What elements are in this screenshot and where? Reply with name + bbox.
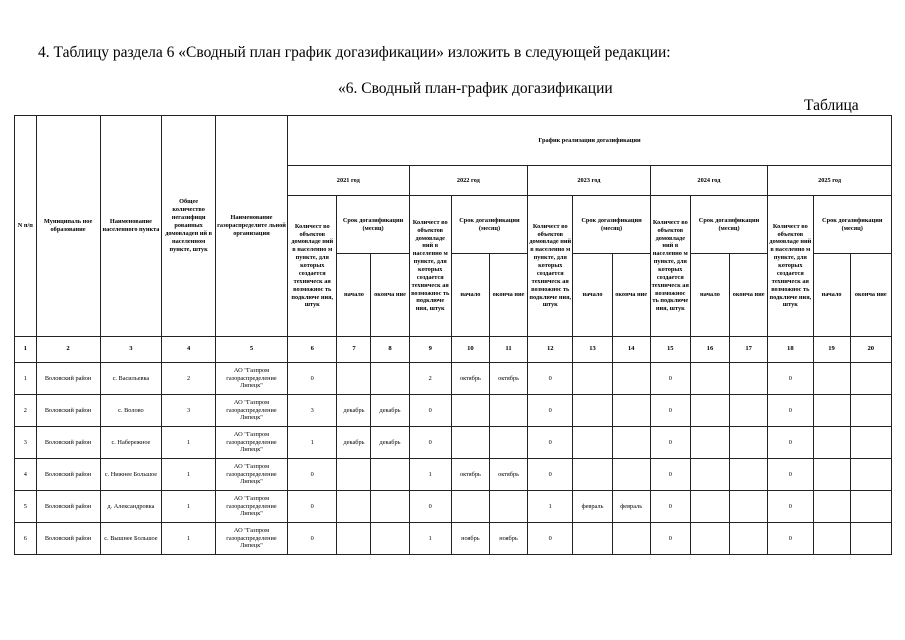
- column-number: 8: [371, 337, 409, 363]
- cell-end: [730, 459, 768, 491]
- cell-count: 2: [409, 363, 451, 395]
- year-header: 2023 год: [528, 166, 651, 196]
- cell-start: [337, 459, 371, 491]
- cell-settlement: д. Александровка: [100, 491, 162, 523]
- header-end: оконча ние: [371, 254, 409, 337]
- column-number: 6: [288, 337, 337, 363]
- table-caption: Таблица: [804, 97, 859, 114]
- cell-start: [813, 395, 850, 427]
- header-municipality: Муниципаль ное образование: [36, 116, 100, 337]
- cell-start: [337, 363, 371, 395]
- table-row: [15, 427, 892, 459]
- cell-count: 1: [528, 491, 573, 523]
- column-number: 7: [337, 337, 371, 363]
- cell-settlement: с. Вышнее Большое: [100, 523, 162, 555]
- cell-start: [451, 395, 489, 427]
- cell-end: [730, 491, 768, 523]
- header-schedule: График реализации догазификации: [288, 116, 892, 166]
- cell-count: 0: [768, 491, 813, 523]
- cell-end: [371, 491, 409, 523]
- cell-start: [813, 427, 850, 459]
- column-number: 1: [15, 337, 37, 363]
- cell-start: [690, 427, 729, 459]
- column-number: 16: [690, 337, 729, 363]
- header-end: оконча ние: [730, 254, 768, 337]
- cell-count: 0: [288, 491, 337, 523]
- cell-org: АО "Газпром газораспределение Липецк": [215, 523, 287, 555]
- cell-municipality: Воловский район: [36, 459, 100, 491]
- cell-count: 1: [409, 459, 451, 491]
- cell-count: 0: [528, 395, 573, 427]
- cell-org: АО "Газпром газораспределение Липецк": [215, 395, 287, 427]
- cell-count: 0: [528, 427, 573, 459]
- header-n: N п/п: [15, 116, 37, 337]
- cell-count: 0: [650, 523, 690, 555]
- cell-end: [730, 363, 768, 395]
- column-number: 19: [813, 337, 850, 363]
- cell-start: [813, 491, 850, 523]
- table-row: [15, 523, 892, 555]
- column-number: 3: [100, 337, 162, 363]
- cell-start: [813, 363, 850, 395]
- header-start: начало: [451, 254, 489, 337]
- cell-count: 0: [409, 491, 451, 523]
- cell-start: [690, 523, 729, 555]
- cell-municipality: Воловский район: [36, 523, 100, 555]
- cell-count: 1: [409, 523, 451, 555]
- column-number: 4: [162, 337, 216, 363]
- column-number: 12: [528, 337, 573, 363]
- column-number: 9: [409, 337, 451, 363]
- cell-settlement: с. Волово: [100, 395, 162, 427]
- cell-total: 1: [162, 459, 216, 491]
- cell-count: 0: [288, 363, 337, 395]
- cell-end: [371, 363, 409, 395]
- cell-end: февраль: [612, 491, 650, 523]
- table-row: [15, 395, 892, 427]
- cell-end: [371, 459, 409, 491]
- cell-start: [690, 395, 729, 427]
- cell-start: [337, 491, 371, 523]
- cell-start: ноябрь: [451, 523, 489, 555]
- cell-end: [850, 363, 891, 395]
- column-number: 2: [36, 337, 100, 363]
- cell-end: [612, 523, 650, 555]
- column-number: 5: [215, 337, 287, 363]
- year-header: 2025 год: [768, 166, 892, 196]
- column-number: 17: [730, 337, 768, 363]
- cell-start: [690, 363, 729, 395]
- cell-count: 0: [409, 395, 451, 427]
- year-header: 2021 год: [288, 166, 410, 196]
- cell-count: 1: [288, 427, 337, 459]
- cell-count: 0: [768, 363, 813, 395]
- cell-count: 0: [650, 395, 690, 427]
- cell-end: [730, 523, 768, 555]
- header-term: Срок догазификации (месяц): [690, 196, 767, 254]
- cell-count: 0: [768, 427, 813, 459]
- cell-settlement: с. Набережное: [100, 427, 162, 459]
- cell-start: [337, 523, 371, 555]
- cell-count: 0: [528, 459, 573, 491]
- cell-end: [850, 523, 891, 555]
- column-number-row: [15, 337, 892, 363]
- cell-start: [690, 459, 729, 491]
- cell-start: [813, 523, 850, 555]
- header-start: начало: [337, 254, 371, 337]
- header-count: Количест во объектов домовладе ний в населенно м пункте, для которых создается техническ ая возможнос ть подключе ния, штук: [650, 196, 690, 337]
- cell-count: 0: [409, 427, 451, 459]
- cell-start: декабрь: [337, 395, 371, 427]
- header-end: оконча ние: [850, 254, 891, 337]
- cell-org: АО "Газпром газораспределение Липецк": [215, 459, 287, 491]
- cell-start: декабрь: [337, 427, 371, 459]
- cell-end: [371, 523, 409, 555]
- cell-org: АО "Газпром газораспределение Липецк": [215, 491, 287, 523]
- column-number: 13: [573, 337, 612, 363]
- cell-n: 2: [15, 395, 37, 427]
- cell-municipality: Воловский район: [36, 427, 100, 459]
- cell-municipality: Воловский район: [36, 395, 100, 427]
- header-org: Наименование газораспределите льной организации: [215, 116, 287, 337]
- cell-count: 0: [528, 363, 573, 395]
- header-count: Количест во объектов домовладе ний в населенно м пункте, для которых создается техническ ая возможнос ть подключе ния, штук: [768, 196, 813, 337]
- cell-start: [813, 459, 850, 491]
- header-count: Количест во объектов домовладе ний в населенно м пункте, для которых создается техническ ая возможнос ть подключе ния, штук: [409, 196, 451, 337]
- header-count: Количест во объектов домовладе ний в населенно м пункте, для которых создается техническ ая возможнос ть подключе ния, штук: [288, 196, 337, 337]
- cell-end: декабрь: [371, 427, 409, 459]
- gasification-plan-table: [14, 115, 892, 555]
- cell-count: 0: [650, 491, 690, 523]
- header-settlement: Наименование населенного пункта: [100, 116, 162, 337]
- intro-paragraph: 4. Таблицу раздела 6 «Сводный план график догазификации» изложить в следующей редакции:: [38, 44, 671, 61]
- column-numbers: [15, 337, 892, 363]
- cell-end: [850, 395, 891, 427]
- cell-total: 1: [162, 491, 216, 523]
- header-start: начало: [690, 254, 729, 337]
- table-body: [15, 363, 892, 555]
- header-count: Количест во объектов домовладе ний в населенно м пункте, для которых создается техническ ая возможнос ть подключе ния, штук: [528, 196, 573, 337]
- cell-count: 0: [768, 395, 813, 427]
- table-row: [15, 363, 892, 395]
- cell-start: [690, 491, 729, 523]
- table-row: [15, 459, 892, 491]
- cell-org: АО "Газпром газораспределение Липецк": [215, 363, 287, 395]
- column-number: 11: [489, 337, 527, 363]
- cell-end: [612, 459, 650, 491]
- column-number: 14: [612, 337, 650, 363]
- cell-count: 0: [768, 523, 813, 555]
- header-total: Общее количество негазифици рованных домовладен ий в населенном пункте, штук: [162, 116, 216, 337]
- cell-n: 6: [15, 523, 37, 555]
- cell-end: [850, 459, 891, 491]
- cell-settlement: с. Васильевка: [100, 363, 162, 395]
- cell-total: 1: [162, 427, 216, 459]
- header-start: начало: [573, 254, 612, 337]
- cell-municipality: Воловский район: [36, 491, 100, 523]
- column-number: 15: [650, 337, 690, 363]
- cell-start: [573, 523, 612, 555]
- cell-count: 0: [288, 523, 337, 555]
- header-end: оконча ние: [612, 254, 650, 337]
- cell-start: октябрь: [451, 363, 489, 395]
- cell-start: [451, 427, 489, 459]
- cell-start: [573, 363, 612, 395]
- header-start: начало: [813, 254, 850, 337]
- cell-end: [730, 395, 768, 427]
- cell-end: [489, 427, 527, 459]
- cell-start: [573, 395, 612, 427]
- cell-end: [850, 427, 891, 459]
- cell-end: октябрь: [489, 363, 527, 395]
- cell-count: 0: [288, 459, 337, 491]
- cell-total: 3: [162, 395, 216, 427]
- cell-count: 0: [768, 459, 813, 491]
- table-header: [15, 116, 892, 337]
- column-number: 10: [451, 337, 489, 363]
- cell-org: АО "Газпром газораспределение Липецк": [215, 427, 287, 459]
- column-number: 20: [850, 337, 891, 363]
- cell-start: октябрь: [451, 459, 489, 491]
- cell-end: [489, 395, 527, 427]
- cell-end: [489, 491, 527, 523]
- header-term: Срок догазификации (месяц): [451, 196, 527, 254]
- cell-n: 4: [15, 459, 37, 491]
- cell-count: 0: [528, 523, 573, 555]
- cell-start: февраль: [573, 491, 612, 523]
- cell-start: [573, 427, 612, 459]
- header-term: Срок догазификации (месяц): [573, 196, 650, 254]
- cell-count: 0: [650, 459, 690, 491]
- cell-municipality: Воловский район: [36, 363, 100, 395]
- cell-end: ноябрь: [489, 523, 527, 555]
- cell-total: 2: [162, 363, 216, 395]
- cell-end: [850, 491, 891, 523]
- column-number: 18: [768, 337, 813, 363]
- cell-n: 5: [15, 491, 37, 523]
- cell-end: [612, 427, 650, 459]
- cell-end: [612, 363, 650, 395]
- header-term: Срок догазификации (месяц): [813, 196, 892, 254]
- cell-start: [451, 491, 489, 523]
- cell-end: [730, 427, 768, 459]
- cell-n: 1: [15, 363, 37, 395]
- cell-settlement: с. Нижнее Большое: [100, 459, 162, 491]
- cell-count: 0: [650, 427, 690, 459]
- cell-count: 0: [650, 363, 690, 395]
- cell-n: 3: [15, 427, 37, 459]
- header-end: оконча ние: [489, 254, 527, 337]
- cell-end: октябрь: [489, 459, 527, 491]
- year-header: 2022 год: [409, 166, 527, 196]
- cell-end: декабрь: [371, 395, 409, 427]
- cell-total: 1: [162, 523, 216, 555]
- cell-end: [612, 395, 650, 427]
- table-row: [15, 491, 892, 523]
- year-header: 2024 год: [650, 166, 767, 196]
- section-title: «6. Сводный план-график догазификации: [338, 80, 613, 97]
- cell-count: 3: [288, 395, 337, 427]
- header-term: Срок догазификации (месяц): [337, 196, 409, 254]
- cell-start: [573, 459, 612, 491]
